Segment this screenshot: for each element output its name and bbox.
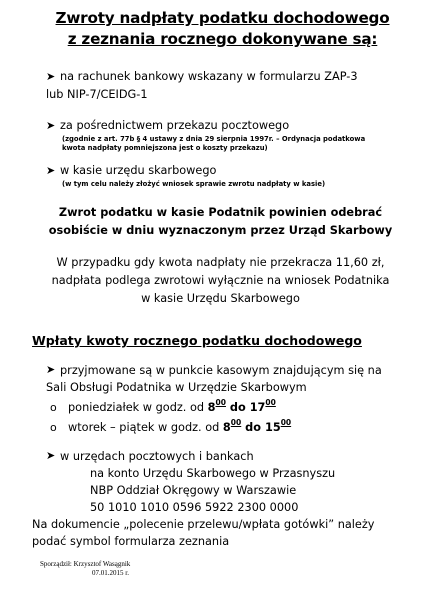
hours-tue-fri-to-minute: 00 — [280, 418, 292, 427]
method-bank-line-1: na rachunek bankowy wskazany w formularzu ZAP-3 — [60, 70, 358, 83]
notice-small-refund-line-3: w kasie Urzędu Skarbowego — [141, 292, 300, 305]
notice-cash-pickup — [34, 204, 407, 240]
method-postal-order — [46, 118, 403, 153]
payment-post-line-3: NBP Oddział Okręgowy w Warszawie — [90, 484, 297, 497]
circle-bullet-icon: o — [50, 401, 57, 414]
payments-heading: Wpłaty kwoty rocznego podatku dochodowego — [32, 333, 362, 348]
payment-cash-point — [46, 362, 403, 436]
method-cash-text: w kasie urzędu skarbowego — [60, 164, 217, 177]
hours-monday-to-hour: 17 — [249, 401, 266, 414]
document-footer — [40, 560, 130, 578]
hours-tue-fri-separator: do — [241, 421, 265, 434]
circle-bullet-icon: o — [50, 421, 57, 434]
method-postal-text: za pośrednictwem przekazu pocztowego — [60, 119, 290, 132]
method-bank-line-2: lub NIP-7/CEIDG-1 — [46, 88, 148, 101]
hours-tue-fri-from-minute: 00 — [230, 418, 242, 427]
hours-monday-separator: do — [225, 401, 250, 414]
payment-post-line-1: w urzędach pocztowych i bankach — [60, 450, 254, 463]
hours-monday — [50, 399, 403, 416]
arrow-bullet-icon: ➤ — [46, 119, 56, 132]
payment-footnote — [32, 516, 403, 550]
arrow-bullet-icon: ➤ — [46, 70, 56, 83]
method-cash-desk — [46, 163, 403, 189]
notice-small-refund-line-1: W przypadku gdy kwota nadpłaty nie przekracza 11,60 zł, — [56, 256, 385, 269]
notice-cash-pickup-line-1: Zwrot podatku w kasie Podatnik powinien odebrać — [58, 206, 383, 219]
payment-footnote-line-2: podać symbol formularza zeznania — [32, 535, 230, 548]
account-number: 50 1010 1010 0596 5922 2300 0000 — [90, 501, 299, 514]
hours-monday-to-minute: 00 — [265, 398, 276, 407]
hours-monday-from-hour: 8 — [207, 401, 216, 414]
payment-post-line-2: na konto Urzędu Skarbowego w Przasnyszu — [90, 467, 336, 480]
document-title — [28, 8, 417, 50]
arrow-bullet-icon: ➤ — [46, 164, 56, 177]
notice-cash-pickup-line-2: osobiście w dniu wyznaczonym przez Urząd Skarbowy — [48, 224, 393, 237]
footer-author: Sporządził: Krzysztof Wasągnik — [40, 560, 131, 568]
payment-cash-line-2: Sali Obsługi Podatnika w Urzędzie Skarbowym — [46, 381, 307, 394]
payment-footnote-line-1: Na dokumencie „polecenie przelewu/wpłata gotówki” należy — [32, 518, 375, 531]
method-cash-note: (w tym celu należy złożyć wniosek sprawie zwrotu nadpłaty w kasie) — [62, 180, 326, 188]
title-line-2: z zeznania rocznego dokonywane są: — [67, 30, 378, 48]
hours-monday-from-minute: 00 — [215, 398, 226, 407]
arrow-bullet-icon: ➤ — [46, 363, 56, 376]
method-bank-transfer — [46, 69, 403, 103]
footer-date: 07.01.2015 r. — [92, 569, 129, 577]
payment-post-bank — [46, 448, 403, 516]
method-postal-note: (zgodnie z art. 77b § 4 ustawy z dnia 29 sierpnia 1997r. – Ordynacja podatkowa kwota nadpłaty pomniejszona jest o koszty przekazu) — [62, 135, 366, 152]
notice-small-refund-line-2: nadpłata podlega zwrotowi wyłącznie na wniosek Podatnika — [51, 274, 390, 287]
title-line-1: Zwroty nadpłaty podatku dochodowego — [55, 9, 390, 27]
hours-tue-fri-from-hour: 8 — [222, 421, 231, 434]
hours-monday-label: poniedziałek w godz. od — [68, 401, 208, 414]
hours-tue-fri — [50, 419, 403, 436]
hours-tue-fri-to-hour: 15 — [264, 421, 281, 434]
notice-small-refund — [34, 254, 407, 308]
arrow-bullet-icon: ➤ — [46, 449, 56, 462]
hours-tue-fri-label: wtorek – piątek w godz. od — [68, 421, 223, 434]
payment-cash-line-1: przyjmowane są w punkcie kasowym znajdującym się na — [60, 364, 382, 377]
